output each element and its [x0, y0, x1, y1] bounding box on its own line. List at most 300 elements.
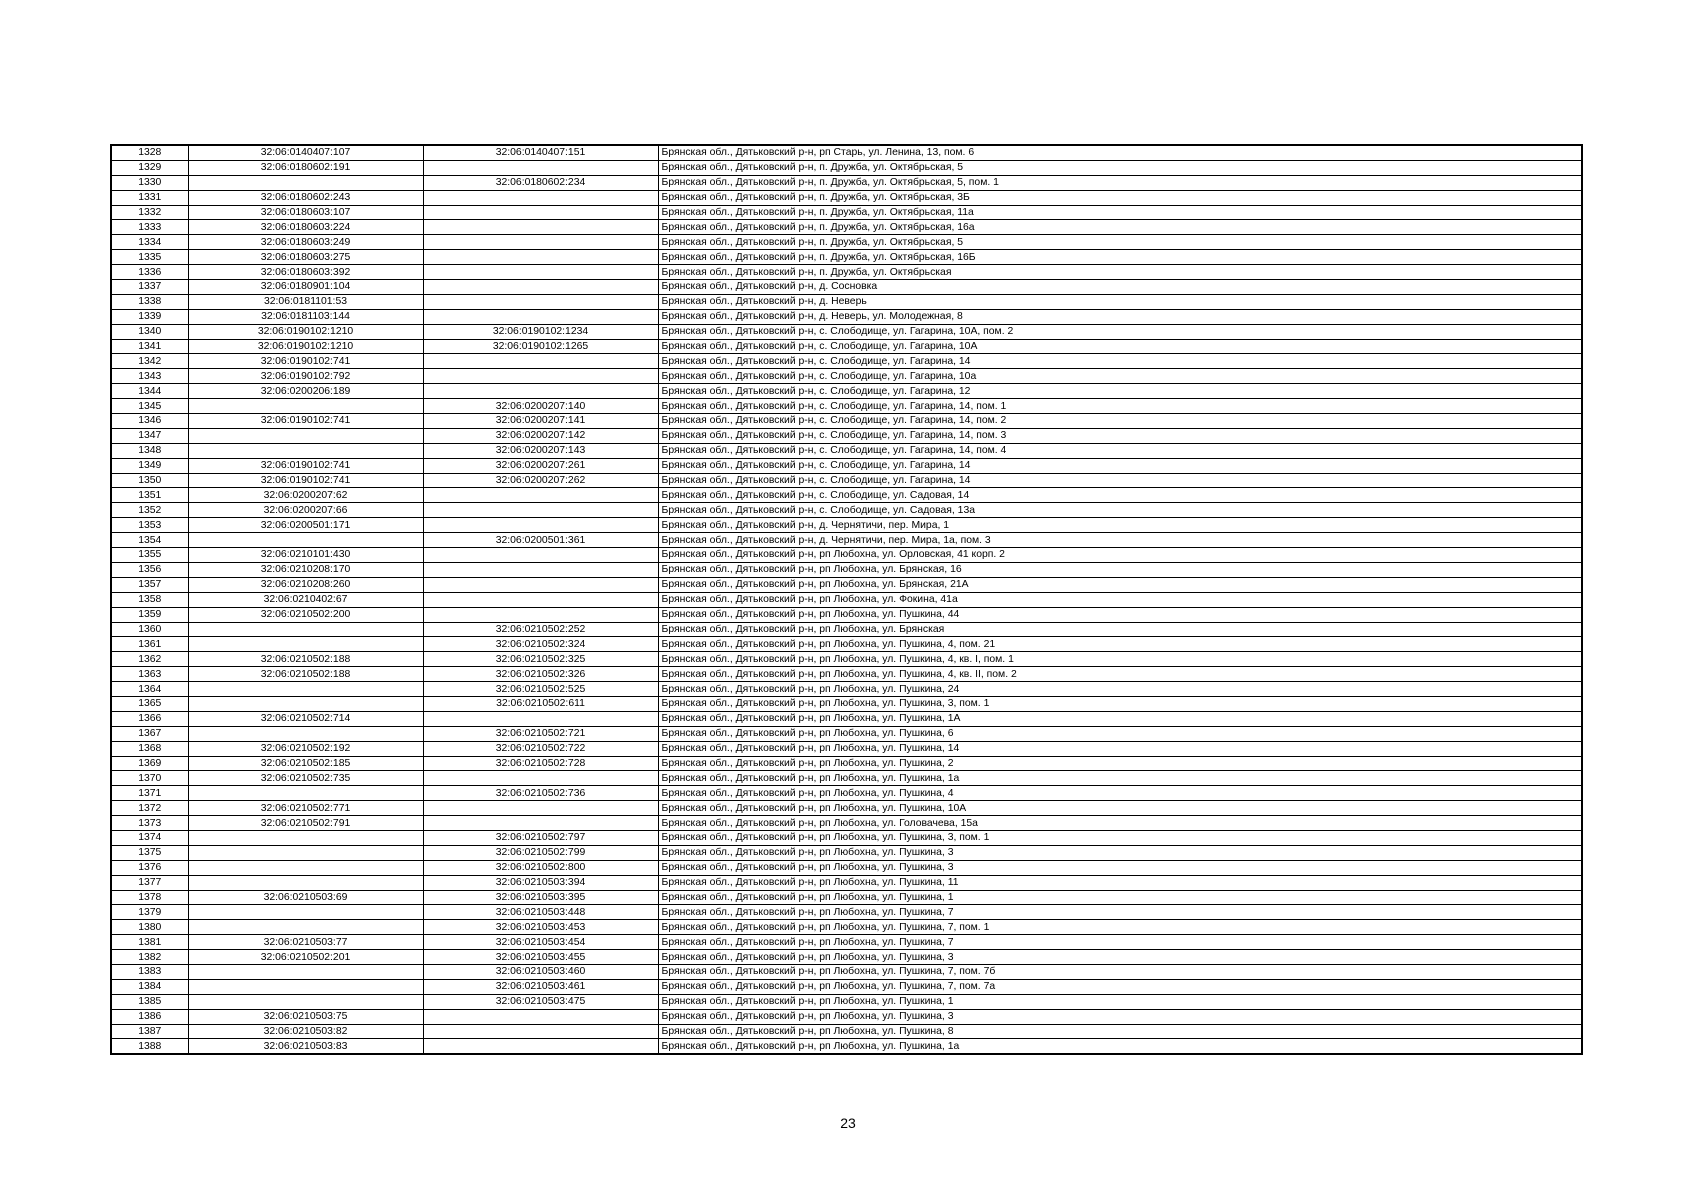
cadastral-number-cell	[188, 920, 423, 935]
table-row	[111, 696, 1582, 711]
cadastral-number-cell	[188, 964, 423, 979]
row-number-cell: 1374	[111, 830, 188, 845]
premises-cadastral-number-cell: 32:06:0210502:324	[423, 637, 658, 652]
table-row	[111, 548, 1582, 563]
premises-cadastral-number-cell	[423, 235, 658, 250]
table-row	[111, 339, 1582, 354]
premises-cadastral-number-cell: 32:06:0210502:525	[423, 682, 658, 697]
address-cell: Брянская обл., Дятьковский р-н, рп Любохна, ул. Пушкина, 3, пом. 1	[658, 696, 1582, 711]
cadastral-number-cell: 32:06:0210502:188	[188, 652, 423, 667]
row-number-cell: 1348	[111, 443, 188, 458]
cadastral-number-cell	[188, 860, 423, 875]
cadastral-number-cell: 32:06:0210503:83	[188, 1039, 423, 1054]
cadastral-number-cell: 32:06:0210502:771	[188, 801, 423, 816]
premises-cadastral-number-cell: 32:06:0210503:394	[423, 875, 658, 890]
premises-cadastral-number-cell	[423, 503, 658, 518]
cadastral-number-cell: 32:06:0180603:107	[188, 205, 423, 220]
cadastral-number-cell: 32:06:0200207:66	[188, 503, 423, 518]
row-number-cell: 1372	[111, 801, 188, 816]
premises-cadastral-number-cell: 32:06:0210502:721	[423, 726, 658, 741]
row-number-cell: 1379	[111, 905, 188, 920]
premises-cadastral-number-cell: 32:06:0200207:141	[423, 414, 658, 429]
premises-cadastral-number-cell	[423, 250, 658, 265]
premises-cadastral-number-cell	[423, 592, 658, 607]
table-row	[111, 503, 1582, 518]
address-cell: Брянская обл., Дятьковский р-н, рп Любохна, ул. Пушкина, 4, пом. 21	[658, 637, 1582, 652]
address-cell: Брянская обл., Дятьковский р-н, с. Слободище, ул. Гагарина, 14	[658, 354, 1582, 369]
row-number-cell: 1388	[111, 1039, 188, 1054]
address-cell: Брянская обл., Дятьковский р-н, рп Любохна, ул. Пушкина, 1а	[658, 771, 1582, 786]
address-cell: Брянская обл., Дятьковский р-н, с. Слободище, ул. Гагарина, 10А	[658, 339, 1582, 354]
cadastral-number-cell: 32:06:0200501:171	[188, 518, 423, 533]
table-row	[111, 801, 1582, 816]
row-number-cell: 1358	[111, 592, 188, 607]
address-cell: Брянская обл., Дятьковский р-н, рп Любохна, ул. Пушкина, 1	[658, 890, 1582, 905]
premises-cadastral-number-cell	[423, 1009, 658, 1024]
premises-cadastral-number-cell	[423, 384, 658, 399]
row-number-cell: 1354	[111, 533, 188, 548]
row-number-cell: 1344	[111, 384, 188, 399]
table-row	[111, 682, 1582, 697]
premises-cadastral-number-cell: 32:06:0210502:325	[423, 652, 658, 667]
address-cell: Брянская обл., Дятьковский р-н, с. Слободище, ул. Садовая, 13а	[658, 503, 1582, 518]
table-row	[111, 384, 1582, 399]
premises-cadastral-number-cell: 32:06:0190102:1265	[423, 339, 658, 354]
premises-cadastral-number-cell: 32:06:0210502:797	[423, 830, 658, 845]
row-number-cell: 1335	[111, 250, 188, 265]
cadastral-number-cell: 32:06:0180602:191	[188, 160, 423, 175]
row-number-cell: 1341	[111, 339, 188, 354]
premises-cadastral-number-cell: 32:06:0200207:261	[423, 458, 658, 473]
premises-cadastral-number-cell	[423, 816, 658, 831]
table-row	[111, 414, 1582, 429]
row-number-cell: 1386	[111, 1009, 188, 1024]
table-row	[111, 622, 1582, 637]
address-cell: Брянская обл., Дятьковский р-н, рп Любохна, ул. Пушкина, 24	[658, 682, 1582, 697]
cadastral-number-cell: 32:06:0180603:392	[188, 265, 423, 280]
cadastral-number-cell: 32:06:0210503:77	[188, 935, 423, 950]
cadastral-number-cell	[188, 786, 423, 801]
row-number-cell: 1357	[111, 577, 188, 592]
premises-cadastral-number-cell: 32:06:0200207:143	[423, 443, 658, 458]
cadastral-number-cell: 32:06:0200206:189	[188, 384, 423, 399]
premises-cadastral-number-cell: 32:06:0210503:448	[423, 905, 658, 920]
cadastral-number-cell	[188, 428, 423, 443]
row-number-cell: 1360	[111, 622, 188, 637]
address-cell: Брянская обл., Дятьковский р-н, п. Дружба, ул. Октябрьская, 11а	[658, 205, 1582, 220]
table-row	[111, 890, 1582, 905]
table-row	[111, 145, 1582, 160]
address-cell: Брянская обл., Дятьковский р-н, с. Слободище, ул. Гагарина, 14, пом. 3	[658, 428, 1582, 443]
cadastral-number-cell	[188, 682, 423, 697]
row-number-cell: 1382	[111, 950, 188, 965]
table-row	[111, 309, 1582, 324]
table-row	[111, 592, 1582, 607]
premises-cadastral-number-cell	[423, 354, 658, 369]
cadastral-number-cell: 32:06:0190102:741	[188, 458, 423, 473]
row-number-cell: 1334	[111, 235, 188, 250]
premises-cadastral-number-cell: 32:06:0180602:234	[423, 175, 658, 190]
address-cell: Брянская обл., Дятьковский р-н, с. Слободище, ул. Садовая, 14	[658, 488, 1582, 503]
cadastral-number-cell	[188, 399, 423, 414]
address-cell: Брянская обл., Дятьковский р-н, рп Любохна, ул. Пушкина, 7, пом. 1	[658, 920, 1582, 935]
table-row	[111, 577, 1582, 592]
premises-cadastral-number-cell: 32:06:0210503:455	[423, 950, 658, 965]
cadastral-number-cell: 32:06:0190102:741	[188, 473, 423, 488]
table-row	[111, 235, 1582, 250]
row-number-cell: 1337	[111, 280, 188, 295]
address-cell: Брянская обл., Дятьковский р-н, рп Любохна, ул. Орловская, 41 корп. 2	[658, 548, 1582, 563]
table-row	[111, 741, 1582, 756]
table-row	[111, 175, 1582, 190]
cadastral-number-cell	[188, 994, 423, 1009]
premises-cadastral-number-cell: 32:06:0210503:460	[423, 964, 658, 979]
premises-cadastral-number-cell: 32:06:0210502:722	[423, 741, 658, 756]
row-number-cell: 1353	[111, 518, 188, 533]
cadastral-number-cell: 32:06:0210208:260	[188, 577, 423, 592]
cadastral-number-cell	[188, 175, 423, 190]
address-cell: Брянская обл., Дятьковский р-н, рп Любохна, ул. Фокина, 41а	[658, 592, 1582, 607]
row-number-cell: 1349	[111, 458, 188, 473]
table-row	[111, 756, 1582, 771]
address-cell: Брянская обл., Дятьковский р-н, с. Слободище, ул. Гагарина, 14	[658, 458, 1582, 473]
address-cell: Брянская обл., Дятьковский р-н, рп Любохна, ул. Головачева, 15а	[658, 816, 1582, 831]
cadastral-number-cell	[188, 726, 423, 741]
address-cell: Брянская обл., Дятьковский р-н, с. Слободище, ул. Гагарина, 14	[658, 473, 1582, 488]
premises-cadastral-number-cell	[423, 369, 658, 384]
premises-cadastral-number-cell	[423, 309, 658, 324]
premises-cadastral-number-cell: 32:06:0210502:728	[423, 756, 658, 771]
premises-cadastral-number-cell: 32:06:0210502:326	[423, 667, 658, 682]
cadastral-number-cell	[188, 979, 423, 994]
row-number-cell: 1366	[111, 711, 188, 726]
table-row	[111, 190, 1582, 205]
table-row	[111, 294, 1582, 309]
premises-cadastral-number-cell	[423, 562, 658, 577]
premises-cadastral-number-cell: 32:06:0210503:461	[423, 979, 658, 994]
table-row	[111, 860, 1582, 875]
cadastral-number-cell	[188, 830, 423, 845]
cadastral-number-cell: 32:06:0210502:185	[188, 756, 423, 771]
row-number-cell: 1359	[111, 607, 188, 622]
premises-cadastral-number-cell: 32:06:0210503:395	[423, 890, 658, 905]
cadastral-number-cell: 32:06:0210502:188	[188, 667, 423, 682]
property-registry-table	[110, 144, 1583, 1055]
cadastral-number-cell: 32:06:0190102:792	[188, 369, 423, 384]
address-cell: Брянская обл., Дятьковский р-н, п. Дружба, ул. Октябрьская, 16а	[658, 220, 1582, 235]
premises-cadastral-number-cell: 32:06:0200207:140	[423, 399, 658, 414]
premises-cadastral-number-cell	[423, 280, 658, 295]
row-number-cell: 1367	[111, 726, 188, 741]
table-row	[111, 711, 1582, 726]
cadastral-number-cell	[188, 637, 423, 652]
table-row	[111, 652, 1582, 667]
cadastral-number-cell: 32:06:0180603:249	[188, 235, 423, 250]
premises-cadastral-number-cell	[423, 1024, 658, 1039]
premises-cadastral-number-cell	[423, 518, 658, 533]
premises-cadastral-number-cell	[423, 577, 658, 592]
address-cell: Брянская обл., Дятьковский р-н, рп Любохна, ул. Пушкина, 6	[658, 726, 1582, 741]
address-cell: Брянская обл., Дятьковский р-н, рп Любохна, ул. Пушкина, 7, пом. 7а	[658, 979, 1582, 994]
row-number-cell: 1375	[111, 845, 188, 860]
table-row	[111, 428, 1582, 443]
address-cell: Брянская обл., Дятьковский р-н, рп Любохна, ул. Пушкина, 7	[658, 905, 1582, 920]
row-number-cell: 1364	[111, 682, 188, 697]
premises-cadastral-number-cell: 32:06:0200501:361	[423, 533, 658, 548]
row-number-cell: 1378	[111, 890, 188, 905]
address-cell: Брянская обл., Дятьковский р-н, рп Любохна, ул. Пушкина, 11	[658, 875, 1582, 890]
row-number-cell: 1356	[111, 562, 188, 577]
cadastral-number-cell: 32:06:0180603:275	[188, 250, 423, 265]
premises-cadastral-number-cell: 32:06:0210502:252	[423, 622, 658, 637]
address-cell: Брянская обл., Дятьковский р-н, рп Любохна, ул. Пушкина, 10А	[658, 801, 1582, 816]
address-cell: Брянская обл., Дятьковский р-н, с. Слободище, ул. Гагарина, 14, пом. 1	[658, 399, 1582, 414]
table-row	[111, 160, 1582, 175]
table-row	[111, 771, 1582, 786]
table-row	[111, 280, 1582, 295]
cadastral-number-cell	[188, 905, 423, 920]
cadastral-number-cell: 32:06:0210101:430	[188, 548, 423, 563]
address-cell: Брянская обл., Дятьковский р-н, с. Слободище, ул. Гагарина, 10а	[658, 369, 1582, 384]
table-row	[111, 473, 1582, 488]
table-row	[111, 265, 1582, 280]
cadastral-number-cell	[188, 622, 423, 637]
row-number-cell: 1377	[111, 875, 188, 890]
table-row	[111, 830, 1582, 845]
table-row	[111, 637, 1582, 652]
cadastral-number-cell: 32:06:0181103:144	[188, 309, 423, 324]
row-number-cell: 1381	[111, 935, 188, 950]
address-cell: Брянская обл., Дятьковский р-н, рп Любохна, ул. Брянская, 16	[658, 562, 1582, 577]
address-cell: Брянская обл., Дятьковский р-н, д. Неверь, ул. Молодежная, 8	[658, 309, 1582, 324]
table-row	[111, 369, 1582, 384]
table-row	[111, 667, 1582, 682]
table-row	[111, 816, 1582, 831]
cadastral-number-cell: 32:06:0210503:75	[188, 1009, 423, 1024]
address-cell: Брянская обл., Дятьковский р-н, рп Любохна, ул. Пушкина, 7	[658, 935, 1582, 950]
address-cell: Брянская обл., Дятьковский р-н, д. Чернятичи, пер. Мира, 1	[658, 518, 1582, 533]
cadastral-number-cell: 32:06:0210503:69	[188, 890, 423, 905]
cadastral-number-cell: 32:06:0210502:192	[188, 741, 423, 756]
address-cell: Брянская обл., Дятьковский р-н, п. Дружба, ул. Октябрьская, 5	[658, 160, 1582, 175]
cadastral-number-cell: 32:06:0190102:1210	[188, 324, 423, 339]
table-row	[111, 458, 1582, 473]
address-cell: Брянская обл., Дятьковский р-н, п. Дружба, ул. Октябрьская, 3Б	[658, 190, 1582, 205]
address-cell: Брянская обл., Дятьковский р-н, рп Любохна, ул. Брянская	[658, 622, 1582, 637]
row-number-cell: 1331	[111, 190, 188, 205]
row-number-cell: 1380	[111, 920, 188, 935]
table-row	[111, 905, 1582, 920]
table-row	[111, 533, 1582, 548]
cadastral-number-cell: 32:06:0200207:62	[188, 488, 423, 503]
premises-cadastral-number-cell	[423, 160, 658, 175]
row-number-cell: 1368	[111, 741, 188, 756]
row-number-cell: 1355	[111, 548, 188, 563]
address-cell: Брянская обл., Дятьковский р-н, рп Любохна, ул. Пушкина, 7, пом. 7б	[658, 964, 1582, 979]
cadastral-number-cell: 32:06:0210503:82	[188, 1024, 423, 1039]
address-cell: Брянская обл., Дятьковский р-н, с. Слободище, ул. Гагарина, 12	[658, 384, 1582, 399]
row-number-cell: 1338	[111, 294, 188, 309]
cadastral-number-cell: 32:06:0181101:53	[188, 294, 423, 309]
registry-table-body	[111, 145, 1582, 1054]
row-number-cell: 1336	[111, 265, 188, 280]
table-row	[111, 399, 1582, 414]
table-row	[111, 1039, 1582, 1054]
address-cell: Брянская обл., Дятьковский р-н, рп Любохна, ул. Пушкина, 3	[658, 845, 1582, 860]
address-cell: Брянская обл., Дятьковский р-н, п. Дружба, ул. Октябрьская	[658, 265, 1582, 280]
cadastral-number-cell	[188, 443, 423, 458]
premises-cadastral-number-cell: 32:06:0210502:799	[423, 845, 658, 860]
cadastral-number-cell: 32:06:0190102:741	[188, 354, 423, 369]
table-row	[111, 1024, 1582, 1039]
cadastral-number-cell: 32:06:0180603:224	[188, 220, 423, 235]
address-cell: Брянская обл., Дятьковский р-н, рп Любохна, ул. Пушкина, 4, кв. II, пом. 2	[658, 667, 1582, 682]
address-cell: Брянская обл., Дятьковский р-н, рп Любохна, ул. Пушкина, 1А	[658, 711, 1582, 726]
address-cell: Брянская обл., Дятьковский р-н, рп Любохна, ул. Пушкина, 3	[658, 860, 1582, 875]
row-number-cell: 1385	[111, 994, 188, 1009]
premises-cadastral-number-cell: 32:06:0190102:1234	[423, 324, 658, 339]
row-number-cell: 1339	[111, 309, 188, 324]
row-number-cell: 1346	[111, 414, 188, 429]
cadastral-number-cell: 32:06:0140407:107	[188, 145, 423, 160]
table-row	[111, 726, 1582, 741]
table-row	[111, 607, 1582, 622]
address-cell: Брянская обл., Дятьковский р-н, п. Дружба, ул. Октябрьская, 5, пом. 1	[658, 175, 1582, 190]
table-row	[111, 979, 1582, 994]
row-number-cell: 1352	[111, 503, 188, 518]
address-cell: Брянская обл., Дятьковский р-н, рп Любохна, ул. Пушкина, 8	[658, 1024, 1582, 1039]
address-cell: Брянская обл., Дятьковский р-н, д. Чернятичи, пер. Мира, 1а, пом. 3	[658, 533, 1582, 548]
premises-cadastral-number-cell: 32:06:0210502:611	[423, 696, 658, 711]
table-row	[111, 920, 1582, 935]
premises-cadastral-number-cell	[423, 265, 658, 280]
row-number-cell: 1383	[111, 964, 188, 979]
premises-cadastral-number-cell: 32:06:0210502:800	[423, 860, 658, 875]
table-row	[111, 964, 1582, 979]
row-number-cell: 1373	[111, 816, 188, 831]
address-cell: Брянская обл., Дятьковский р-н, п. Дружба, ул. Октябрьская, 5	[658, 235, 1582, 250]
cadastral-number-cell: 32:06:0180901:104	[188, 280, 423, 295]
row-number-cell: 1362	[111, 652, 188, 667]
row-number-cell: 1363	[111, 667, 188, 682]
address-cell: Брянская обл., Дятьковский р-н, рп Старь, ул. Ленина, 13, пом. 6	[658, 145, 1582, 160]
address-cell: Брянская обл., Дятьковский р-н, д. Сосновка	[658, 280, 1582, 295]
row-number-cell: 1340	[111, 324, 188, 339]
address-cell: Брянская обл., Дятьковский р-н, с. Слободище, ул. Гагарина, 14, пом. 4	[658, 443, 1582, 458]
address-cell: Брянская обл., Дятьковский р-н, рп Любохна, ул. Пушкина, 3	[658, 1009, 1582, 1024]
table-row	[111, 220, 1582, 235]
address-cell: Брянская обл., Дятьковский р-н, с. Слободище, ул. Гагарина, 14, пом. 2	[658, 414, 1582, 429]
premises-cadastral-number-cell: 32:06:0210503:453	[423, 920, 658, 935]
premises-cadastral-number-cell	[423, 548, 658, 563]
premises-cadastral-number-cell	[423, 771, 658, 786]
row-number-cell: 1343	[111, 369, 188, 384]
cadastral-number-cell: 32:06:0190102:1210	[188, 339, 423, 354]
address-cell: Брянская обл., Дятьковский р-н, рп Любохна, ул. Пушкина, 4, кв. I, пом. 1	[658, 652, 1582, 667]
premises-cadastral-number-cell: 32:06:0200207:262	[423, 473, 658, 488]
row-number-cell: 1387	[111, 1024, 188, 1039]
row-number-cell: 1376	[111, 860, 188, 875]
table-row	[111, 786, 1582, 801]
cadastral-number-cell	[188, 696, 423, 711]
address-cell: Брянская обл., Дятьковский р-н, д. Неверь	[658, 294, 1582, 309]
table-row	[111, 443, 1582, 458]
address-cell: Брянская обл., Дятьковский р-н, рп Любохна, ул. Пушкина, 44	[658, 607, 1582, 622]
row-number-cell: 1347	[111, 428, 188, 443]
row-number-cell: 1329	[111, 160, 188, 175]
cadastral-number-cell: 32:06:0210502:201	[188, 950, 423, 965]
row-number-cell: 1333	[111, 220, 188, 235]
table-row	[111, 1009, 1582, 1024]
address-cell: Брянская обл., Дятьковский р-н, рп Любохна, ул. Пушкина, 14	[658, 741, 1582, 756]
address-cell: Брянская обл., Дятьковский р-н, п. Дружба, ул. Октябрьская, 16Б	[658, 250, 1582, 265]
premises-cadastral-number-cell	[423, 294, 658, 309]
premises-cadastral-number-cell: 32:06:0210502:736	[423, 786, 658, 801]
cadastral-number-cell: 32:06:0180602:243	[188, 190, 423, 205]
address-cell: Брянская обл., Дятьковский р-н, рп Любохна, ул. Пушкина, 3	[658, 950, 1582, 965]
address-cell: Брянская обл., Дятьковский р-н, рп Любохна, ул. Пушкина, 1	[658, 994, 1582, 1009]
premises-cadastral-number-cell	[423, 607, 658, 622]
address-cell: Брянская обл., Дятьковский р-н, рп Любохна, ул. Брянская, 21А	[658, 577, 1582, 592]
row-number-cell: 1369	[111, 756, 188, 771]
address-cell: Брянская обл., Дятьковский р-н, рп Любохна, ул. Пушкина, 3, пом. 1	[658, 830, 1582, 845]
row-number-cell: 1370	[111, 771, 188, 786]
table-row	[111, 562, 1582, 577]
row-number-cell: 1371	[111, 786, 188, 801]
premises-cadastral-number-cell	[423, 488, 658, 503]
cadastral-number-cell: 32:06:0190102:741	[188, 414, 423, 429]
cadastral-number-cell: 32:06:0210502:791	[188, 816, 423, 831]
table-row	[111, 250, 1582, 265]
row-number-cell: 1332	[111, 205, 188, 220]
row-number-cell: 1384	[111, 979, 188, 994]
premises-cadastral-number-cell: 32:06:0140407:151	[423, 145, 658, 160]
cadastral-number-cell	[188, 845, 423, 860]
table-row	[111, 488, 1582, 503]
row-number-cell: 1345	[111, 399, 188, 414]
cadastral-number-cell: 32:06:0210502:200	[188, 607, 423, 622]
row-number-cell: 1351	[111, 488, 188, 503]
address-cell: Брянская обл., Дятьковский р-н, рп Любохна, ул. Пушкина, 4	[658, 786, 1582, 801]
row-number-cell: 1342	[111, 354, 188, 369]
cadastral-number-cell: 32:06:0210502:735	[188, 771, 423, 786]
row-number-cell: 1350	[111, 473, 188, 488]
premises-cadastral-number-cell: 32:06:0200207:142	[423, 428, 658, 443]
address-cell: Брянская обл., Дятьковский р-н, рп Любохна, ул. Пушкина, 2	[658, 756, 1582, 771]
row-number-cell: 1361	[111, 637, 188, 652]
premises-cadastral-number-cell	[423, 1039, 658, 1054]
cadastral-number-cell	[188, 875, 423, 890]
cadastral-number-cell: 32:06:0210502:714	[188, 711, 423, 726]
table-row	[111, 875, 1582, 890]
table-row	[111, 324, 1582, 339]
premises-cadastral-number-cell	[423, 220, 658, 235]
cadastral-number-cell	[188, 533, 423, 548]
row-number-cell: 1330	[111, 175, 188, 190]
cadastral-number-cell: 32:06:0210402:67	[188, 592, 423, 607]
table-row	[111, 518, 1582, 533]
table-row	[111, 845, 1582, 860]
address-cell: Брянская обл., Дятьковский р-н, рп Любохна, ул. Пушкина, 1а	[658, 1039, 1582, 1054]
premises-cadastral-number-cell	[423, 801, 658, 816]
table-row	[111, 205, 1582, 220]
premises-cadastral-number-cell	[423, 190, 658, 205]
table-row	[111, 354, 1582, 369]
premises-cadastral-number-cell: 32:06:0210503:475	[423, 994, 658, 1009]
table-row	[111, 994, 1582, 1009]
page-number: 23	[840, 1115, 856, 1131]
premises-cadastral-number-cell	[423, 711, 658, 726]
